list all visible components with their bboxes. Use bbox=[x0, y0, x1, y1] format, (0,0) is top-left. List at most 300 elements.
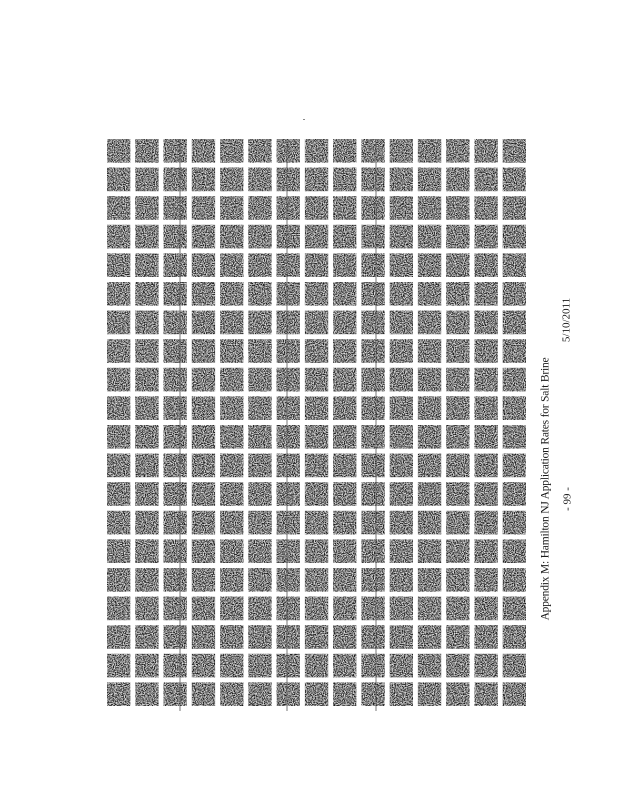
table-cell bbox=[220, 225, 243, 249]
table-cell bbox=[475, 396, 498, 420]
table-cell bbox=[277, 168, 300, 192]
table-cell bbox=[107, 682, 130, 706]
table-cell bbox=[107, 482, 130, 506]
table-cell bbox=[418, 568, 441, 592]
table-cell bbox=[248, 196, 271, 220]
table-cell bbox=[305, 654, 328, 678]
table-cell bbox=[277, 625, 300, 649]
table-cell bbox=[192, 311, 215, 335]
table-cell bbox=[333, 282, 356, 306]
table-cell bbox=[390, 597, 413, 621]
table-cell bbox=[248, 568, 271, 592]
table-cell bbox=[390, 654, 413, 678]
table-cell bbox=[192, 682, 215, 706]
table-cell bbox=[107, 568, 130, 592]
table-cell bbox=[192, 225, 215, 249]
table-cell bbox=[418, 511, 441, 535]
table-cell bbox=[446, 253, 469, 277]
table-cell bbox=[361, 282, 384, 306]
table-cell bbox=[446, 539, 469, 563]
table-cell bbox=[503, 225, 526, 249]
table-cell bbox=[305, 339, 328, 363]
table-cell bbox=[305, 253, 328, 277]
table-cell bbox=[333, 568, 356, 592]
table-cell bbox=[135, 454, 158, 478]
table-cell bbox=[503, 597, 526, 621]
page-date: 5/10/2011 bbox=[560, 297, 573, 343]
table-cell bbox=[446, 511, 469, 535]
table-cell bbox=[135, 139, 158, 163]
table-cell bbox=[361, 225, 384, 249]
table-cell bbox=[277, 511, 300, 535]
table-cell bbox=[475, 196, 498, 220]
table-cell bbox=[192, 625, 215, 649]
table-cell bbox=[475, 597, 498, 621]
table-cell bbox=[107, 539, 130, 563]
table-cell bbox=[107, 654, 130, 678]
table-cell bbox=[390, 425, 413, 449]
table-cell bbox=[248, 482, 271, 506]
table-cell bbox=[475, 282, 498, 306]
table-cell bbox=[333, 196, 356, 220]
table-cell bbox=[164, 368, 187, 392]
table-cell bbox=[446, 597, 469, 621]
table-cell bbox=[361, 339, 384, 363]
table-cell bbox=[192, 196, 215, 220]
table-cell bbox=[107, 282, 130, 306]
table-cell bbox=[277, 339, 300, 363]
table-cell bbox=[107, 196, 130, 220]
table-cell bbox=[475, 482, 498, 506]
table-cell bbox=[107, 396, 130, 420]
table-cell bbox=[503, 139, 526, 163]
table-cell bbox=[333, 253, 356, 277]
table-cell bbox=[446, 425, 469, 449]
table-cell bbox=[418, 539, 441, 563]
table-cell bbox=[135, 225, 158, 249]
table-cell bbox=[503, 482, 526, 506]
table-cell bbox=[192, 253, 215, 277]
table-cell bbox=[446, 568, 469, 592]
table-cell bbox=[503, 368, 526, 392]
table-cell bbox=[333, 511, 356, 535]
table-cell bbox=[220, 654, 243, 678]
table-cell bbox=[333, 368, 356, 392]
table-cell bbox=[361, 597, 384, 621]
table-cell bbox=[277, 368, 300, 392]
table-cell bbox=[220, 597, 243, 621]
table-cell bbox=[390, 625, 413, 649]
table-cell bbox=[475, 425, 498, 449]
table-cell bbox=[135, 196, 158, 220]
table-cell bbox=[418, 682, 441, 706]
table-cell bbox=[164, 682, 187, 706]
table-cell bbox=[277, 282, 300, 306]
table-cell bbox=[248, 253, 271, 277]
table-cell bbox=[390, 253, 413, 277]
table-cell bbox=[361, 482, 384, 506]
table-cell bbox=[277, 139, 300, 163]
table-cell bbox=[135, 311, 158, 335]
table-cell bbox=[475, 168, 498, 192]
table-cell bbox=[390, 396, 413, 420]
table-cell bbox=[446, 454, 469, 478]
table-cell bbox=[503, 511, 526, 535]
table-cell bbox=[248, 425, 271, 449]
table-cell bbox=[192, 339, 215, 363]
table-cell bbox=[503, 539, 526, 563]
table-cell bbox=[390, 539, 413, 563]
table-cell bbox=[418, 625, 441, 649]
table-cell bbox=[164, 425, 187, 449]
table-cell bbox=[333, 597, 356, 621]
table-cell bbox=[333, 682, 356, 706]
table-cell bbox=[305, 425, 328, 449]
table-cell bbox=[107, 253, 130, 277]
table-cell bbox=[390, 482, 413, 506]
table-cell bbox=[446, 339, 469, 363]
table-cell bbox=[446, 168, 469, 192]
table-cell bbox=[305, 682, 328, 706]
table-cell bbox=[248, 597, 271, 621]
appendix-caption: Appendix M: Hamilton NJ Application Rates for Salt Brine bbox=[539, 357, 552, 621]
table-cell bbox=[220, 454, 243, 478]
table-cell bbox=[333, 425, 356, 449]
table-cell bbox=[475, 511, 498, 535]
table-cell bbox=[164, 253, 187, 277]
table-cell bbox=[107, 368, 130, 392]
table-cell bbox=[192, 511, 215, 535]
table-cell bbox=[220, 568, 243, 592]
table-cell bbox=[418, 339, 441, 363]
table-cell bbox=[446, 196, 469, 220]
table-cell bbox=[418, 168, 441, 192]
table-cell bbox=[277, 396, 300, 420]
table-cell bbox=[164, 311, 187, 335]
table-cell bbox=[418, 654, 441, 678]
table-cell bbox=[220, 396, 243, 420]
table-cell bbox=[248, 311, 271, 335]
table-cell bbox=[277, 682, 300, 706]
table-cell bbox=[333, 654, 356, 678]
table-cell bbox=[446, 139, 469, 163]
table-cell bbox=[418, 368, 441, 392]
table-cell bbox=[475, 225, 498, 249]
table-cell bbox=[305, 597, 328, 621]
table-cell bbox=[164, 568, 187, 592]
table-cell bbox=[248, 168, 271, 192]
table-cell bbox=[248, 682, 271, 706]
table-cell bbox=[418, 482, 441, 506]
table-cell bbox=[248, 539, 271, 563]
table-cell bbox=[390, 282, 413, 306]
table-cell bbox=[164, 625, 187, 649]
table-cell bbox=[361, 396, 384, 420]
table-cell bbox=[446, 282, 469, 306]
table-cell bbox=[333, 225, 356, 249]
table-cell bbox=[475, 253, 498, 277]
table-cell bbox=[248, 139, 271, 163]
table-cell bbox=[277, 225, 300, 249]
table-cell bbox=[192, 482, 215, 506]
table-cell bbox=[361, 196, 384, 220]
table-cell bbox=[135, 568, 158, 592]
table-cell bbox=[305, 311, 328, 335]
table-cell bbox=[220, 425, 243, 449]
table-cell bbox=[248, 282, 271, 306]
table-cell bbox=[248, 396, 271, 420]
table-cell bbox=[248, 654, 271, 678]
table-cell bbox=[361, 654, 384, 678]
table-cell bbox=[192, 139, 215, 163]
table-cell bbox=[418, 225, 441, 249]
table-cell bbox=[475, 625, 498, 649]
table-cell bbox=[446, 654, 469, 678]
table-cell bbox=[390, 196, 413, 220]
table-cell bbox=[475, 568, 498, 592]
table-cell bbox=[107, 454, 130, 478]
table-cell bbox=[503, 568, 526, 592]
table-cell bbox=[135, 396, 158, 420]
table-cell bbox=[192, 454, 215, 478]
table-cell bbox=[418, 282, 441, 306]
table-cell bbox=[220, 625, 243, 649]
table-cell bbox=[446, 682, 469, 706]
table-cell bbox=[503, 253, 526, 277]
table-cell bbox=[277, 454, 300, 478]
table-cell bbox=[475, 339, 498, 363]
table-cell bbox=[503, 311, 526, 335]
table-cell bbox=[390, 511, 413, 535]
table-cell bbox=[220, 196, 243, 220]
table-cell bbox=[390, 368, 413, 392]
table-cell bbox=[305, 282, 328, 306]
table-cell bbox=[135, 253, 158, 277]
table-cell bbox=[390, 568, 413, 592]
table-cell bbox=[503, 454, 526, 478]
table-cell bbox=[107, 168, 130, 192]
table-cell bbox=[446, 225, 469, 249]
table-cell bbox=[418, 597, 441, 621]
table-cell bbox=[305, 139, 328, 163]
table-cell bbox=[192, 396, 215, 420]
table-cell bbox=[503, 625, 526, 649]
table-cell bbox=[192, 654, 215, 678]
table-cell bbox=[361, 454, 384, 478]
table-cell bbox=[107, 511, 130, 535]
table-cell bbox=[475, 311, 498, 335]
table-cell bbox=[107, 425, 130, 449]
table-cell bbox=[475, 368, 498, 392]
table-cell bbox=[248, 625, 271, 649]
table-cell bbox=[361, 368, 384, 392]
table-cell bbox=[192, 597, 215, 621]
table-cell bbox=[135, 368, 158, 392]
table-cell bbox=[248, 339, 271, 363]
table-cell bbox=[361, 511, 384, 535]
table-cell bbox=[361, 568, 384, 592]
table-cell bbox=[446, 368, 469, 392]
table-cell bbox=[277, 311, 300, 335]
table-cell bbox=[164, 482, 187, 506]
table-cell bbox=[305, 568, 328, 592]
table-cell bbox=[164, 282, 187, 306]
table-cell bbox=[418, 454, 441, 478]
table-cell bbox=[107, 597, 130, 621]
table-cell bbox=[277, 482, 300, 506]
table-cell bbox=[333, 396, 356, 420]
table-cell bbox=[107, 139, 130, 163]
table-cell bbox=[361, 168, 384, 192]
table-cell bbox=[305, 168, 328, 192]
table-cell bbox=[305, 539, 328, 563]
table-cell bbox=[361, 682, 384, 706]
table-cell bbox=[220, 311, 243, 335]
table-cell bbox=[192, 168, 215, 192]
table-cell bbox=[192, 568, 215, 592]
table-cell bbox=[446, 311, 469, 335]
table-cell bbox=[164, 539, 187, 563]
table-cell bbox=[220, 139, 243, 163]
table-cell bbox=[164, 339, 187, 363]
table-cell bbox=[107, 225, 130, 249]
table-cell bbox=[503, 168, 526, 192]
table-cell bbox=[333, 625, 356, 649]
table-cell bbox=[418, 396, 441, 420]
page-number: - 99 - bbox=[561, 487, 574, 511]
table-cell bbox=[475, 682, 498, 706]
table-cell bbox=[107, 625, 130, 649]
table-cell bbox=[135, 511, 158, 535]
table-cell bbox=[192, 539, 215, 563]
table-cell bbox=[305, 368, 328, 392]
table-cell bbox=[305, 482, 328, 506]
table-cell bbox=[475, 654, 498, 678]
table-cell bbox=[503, 682, 526, 706]
table-cell bbox=[164, 597, 187, 621]
table-cell bbox=[277, 568, 300, 592]
table-cell bbox=[390, 225, 413, 249]
table-cell bbox=[107, 339, 130, 363]
table-cell bbox=[503, 282, 526, 306]
table-cell bbox=[305, 511, 328, 535]
table-cell bbox=[305, 396, 328, 420]
table-cell bbox=[361, 425, 384, 449]
table-cell bbox=[305, 196, 328, 220]
table-cell bbox=[135, 425, 158, 449]
table-cell bbox=[418, 139, 441, 163]
table-cell bbox=[192, 282, 215, 306]
table-cell bbox=[220, 482, 243, 506]
table-cell bbox=[107, 311, 130, 335]
table-cell bbox=[220, 168, 243, 192]
table-cell bbox=[164, 396, 187, 420]
table-cell bbox=[305, 625, 328, 649]
table-cell bbox=[248, 368, 271, 392]
table-cell bbox=[333, 139, 356, 163]
table-cell bbox=[361, 625, 384, 649]
table-cell bbox=[135, 682, 158, 706]
table-cell bbox=[361, 311, 384, 335]
table-cell bbox=[390, 168, 413, 192]
table-cell bbox=[277, 253, 300, 277]
table-cell bbox=[277, 597, 300, 621]
table-cell bbox=[220, 682, 243, 706]
table-cell bbox=[390, 311, 413, 335]
table-cell bbox=[277, 654, 300, 678]
table-cell bbox=[135, 625, 158, 649]
table-cell bbox=[503, 339, 526, 363]
table-cell bbox=[418, 196, 441, 220]
table-cell bbox=[503, 196, 526, 220]
table-cell bbox=[503, 425, 526, 449]
table-cell bbox=[192, 368, 215, 392]
table-cell bbox=[305, 454, 328, 478]
table-cell bbox=[135, 539, 158, 563]
table-cell bbox=[164, 511, 187, 535]
table-cell bbox=[361, 539, 384, 563]
table-cell bbox=[333, 482, 356, 506]
table-cell bbox=[277, 539, 300, 563]
table-cell bbox=[135, 654, 158, 678]
table-cell bbox=[248, 454, 271, 478]
table-cell bbox=[305, 225, 328, 249]
table-cell bbox=[164, 196, 187, 220]
table-cell bbox=[164, 454, 187, 478]
table-cell bbox=[135, 168, 158, 192]
table-cell bbox=[475, 539, 498, 563]
table-cell bbox=[164, 225, 187, 249]
table-cell bbox=[248, 225, 271, 249]
table-cell bbox=[390, 682, 413, 706]
table-cell bbox=[135, 597, 158, 621]
table-cell bbox=[220, 253, 243, 277]
table-cell bbox=[333, 168, 356, 192]
table-cell bbox=[475, 454, 498, 478]
table-cell bbox=[277, 196, 300, 220]
table-cell bbox=[277, 425, 300, 449]
table-cell bbox=[192, 425, 215, 449]
table-cell bbox=[220, 511, 243, 535]
table-cell bbox=[418, 311, 441, 335]
table-cell bbox=[418, 253, 441, 277]
table-cell bbox=[135, 482, 158, 506]
table-cell bbox=[446, 625, 469, 649]
table-cell bbox=[503, 654, 526, 678]
table-cell bbox=[220, 539, 243, 563]
table-cell bbox=[248, 511, 271, 535]
table-cell bbox=[164, 654, 187, 678]
table-cell bbox=[390, 139, 413, 163]
table-cell bbox=[390, 339, 413, 363]
table-cell bbox=[333, 339, 356, 363]
table-cell bbox=[503, 396, 526, 420]
table-cell bbox=[220, 368, 243, 392]
table-cell bbox=[220, 282, 243, 306]
table-cell bbox=[446, 482, 469, 506]
table-cell bbox=[333, 311, 356, 335]
table-cell bbox=[135, 339, 158, 363]
table-cell bbox=[135, 282, 158, 306]
table-cell bbox=[418, 425, 441, 449]
table-cell bbox=[390, 454, 413, 478]
table-cell bbox=[361, 139, 384, 163]
table-cell bbox=[220, 339, 243, 363]
table-cell bbox=[164, 139, 187, 163]
table-cell bbox=[333, 454, 356, 478]
table-cell bbox=[475, 139, 498, 163]
scan-speck bbox=[303, 119, 305, 120]
